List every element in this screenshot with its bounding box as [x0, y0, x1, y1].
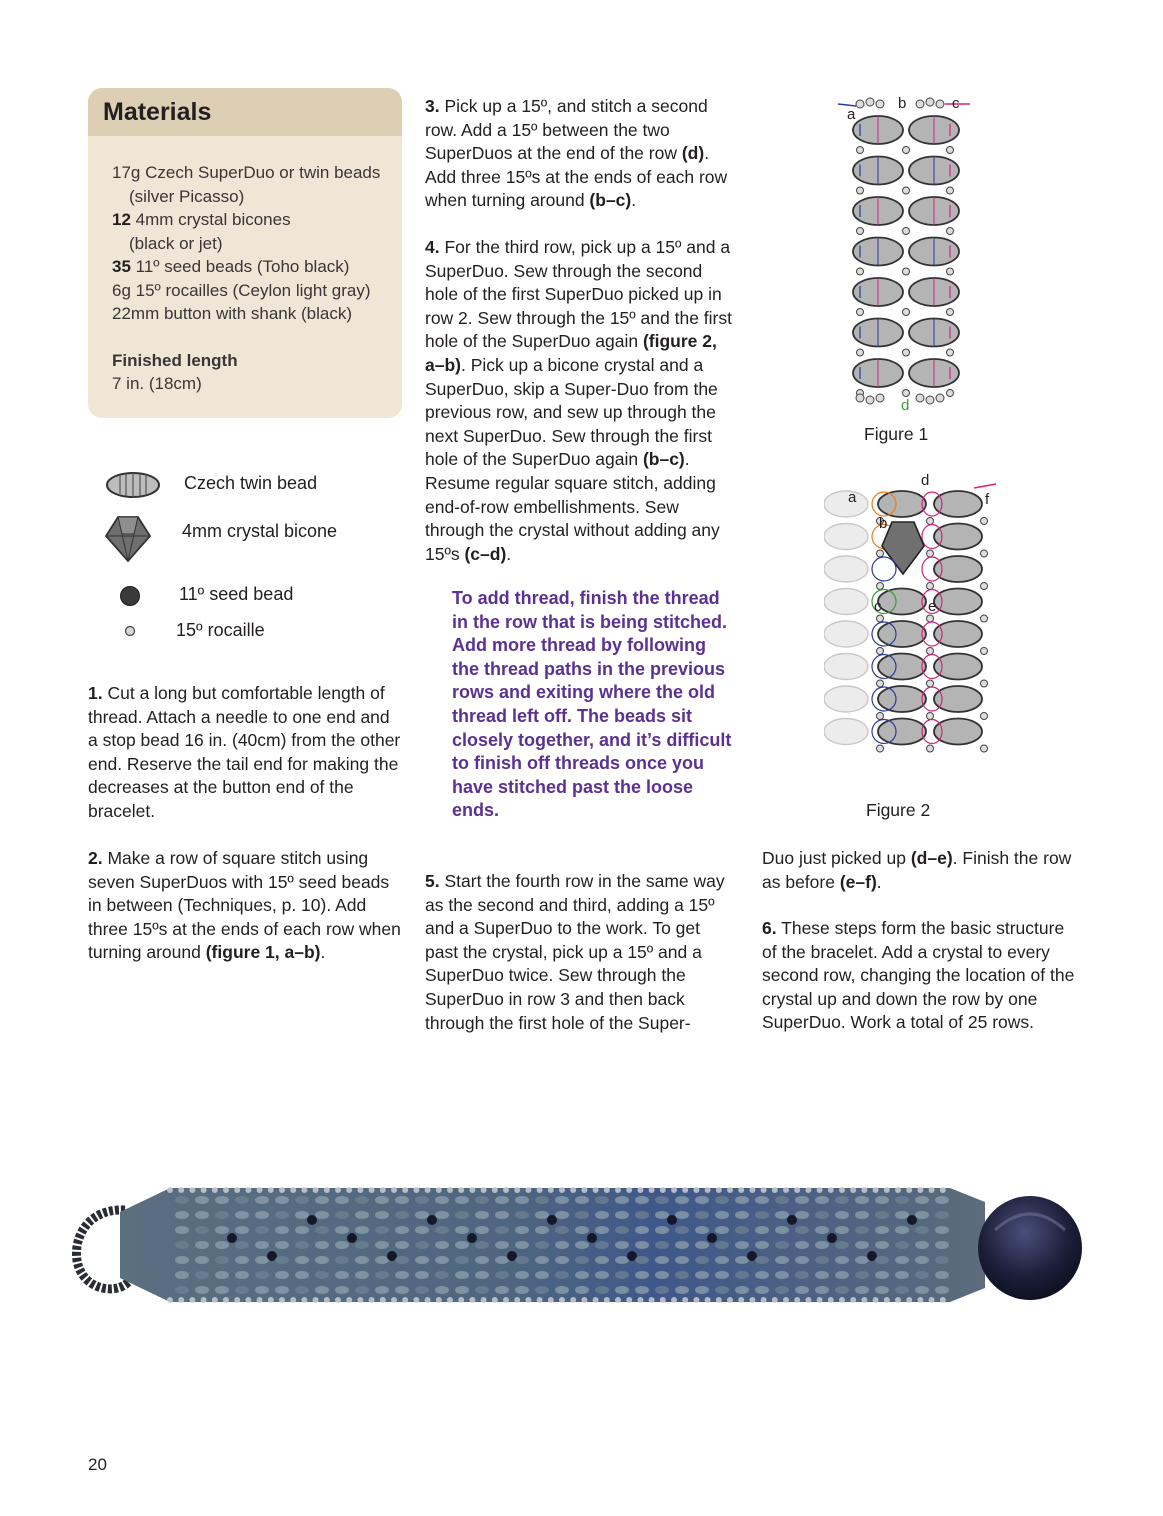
rocaille [927, 583, 934, 590]
rocaille [903, 349, 910, 356]
material-item: 17g Czech SuperDuo or twin beads [112, 163, 381, 182]
page-number: 20 [88, 1455, 107, 1474]
rocaille [947, 147, 954, 154]
rocaille [876, 100, 884, 108]
twin-bead [934, 686, 982, 712]
finished-length-value: 7 in. (18cm) [112, 374, 202, 393]
rocaille [936, 394, 944, 402]
rocaille [981, 648, 988, 655]
rocaille [927, 648, 934, 655]
step-5: 5. Start the fourth row in the same way as the second and third, adding a 15º and a SuperDuo to the work. To get past the crystal, pick up a 15º and a SuperDuo twice. Sew through the SuperDuo in row 3 and then back through the first hole of the Super- [425, 871, 725, 1033]
twin-bead [878, 719, 926, 745]
rocaille [903, 147, 910, 154]
rocaille [877, 615, 884, 622]
bracelet-crystal [467, 1233, 477, 1243]
rocaille [947, 309, 954, 316]
rocaille [877, 550, 884, 557]
faded-twin-bead [824, 589, 868, 615]
rocaille [927, 713, 934, 720]
rocaille [947, 228, 954, 235]
step-5-continued: Duo just picked up (d–e). Finish the row as before (e–f). [762, 848, 1072, 892]
rocaille [903, 228, 910, 235]
rocaille [877, 745, 884, 752]
material-item-cont: (silver Picasso) [129, 186, 245, 206]
twin-bead [934, 589, 982, 615]
rocaille [857, 147, 864, 154]
rocaille [857, 187, 864, 194]
materials-list [88, 136, 402, 396]
rocaille [903, 309, 910, 316]
twin-bead [934, 491, 982, 517]
twin-bead [878, 686, 926, 712]
figure-2-caption: Figure 2 [866, 800, 931, 820]
bracelet-crystal [227, 1233, 237, 1243]
figure-1-diagram [830, 92, 980, 414]
twin-bead [878, 621, 926, 647]
twin-bead [934, 719, 982, 745]
figure-2-diagram [824, 470, 1004, 782]
rocaille [927, 680, 934, 687]
rocaille [981, 518, 988, 525]
rocaille [981, 615, 988, 622]
fig2-label-b: b [879, 515, 888, 532]
bracelet-crystal [827, 1233, 837, 1243]
rocaille [877, 583, 884, 590]
fig1-label-b: b [898, 95, 907, 112]
faded-twin-bead [824, 654, 868, 680]
fig1-label-c: c [952, 95, 960, 112]
bracelet-crystal [667, 1215, 677, 1225]
bicone-crystal [882, 522, 924, 574]
bracelet-crystal [547, 1215, 557, 1225]
twin-bead [934, 524, 982, 550]
rocaille [936, 100, 944, 108]
fig1-label-d: d [901, 397, 910, 414]
bracelet-crystal [587, 1233, 597, 1243]
faded-twin-bead [824, 719, 868, 745]
bracelet-crystal [707, 1233, 717, 1243]
rocaille [866, 396, 874, 404]
rocaille [856, 100, 864, 108]
step-2: 2. Make a row of square stitch using seven SuperDuos with 15º seed beads in between (Techniques, p. 10). Add three 15ºs at the ends of each row when turning around (figure 1, a–b). [88, 848, 401, 963]
rocaille [947, 349, 954, 356]
rocaille [981, 680, 988, 687]
rocaille [877, 680, 884, 687]
faded-twin-bead [824, 524, 868, 550]
rocaille [927, 518, 934, 525]
rocaille [857, 228, 864, 235]
step-6: 6. These steps form the basic structure of the bracelet. Add a crystal to every second row, changing the location of the crystal up and down the row by one SuperDuo. Work a total of 25 rows. [762, 918, 1075, 1033]
twin-bead [934, 654, 982, 680]
rocaille [947, 268, 954, 275]
twin-bead [934, 556, 982, 582]
material-item: 22mm button with shank (black) [112, 304, 352, 323]
faded-twin-bead [824, 686, 868, 712]
rocaille [981, 550, 988, 557]
rocaille [903, 390, 910, 397]
legend-label-rocaille: 15º rocaille [176, 620, 265, 640]
rocaille [926, 98, 934, 106]
rocaille [927, 550, 934, 557]
twin-bead-icon [104, 470, 162, 500]
rocaille [916, 100, 924, 108]
material-item: 12 4mm crystal bicones [112, 210, 291, 229]
legend-label-twin: Czech twin bead [184, 473, 318, 493]
faded-twin-bead [824, 556, 868, 582]
rocaille [856, 394, 864, 402]
bracelet-crystal [787, 1215, 797, 1225]
material-item-cont: (black or jet) [129, 233, 223, 253]
twin-bead [934, 621, 982, 647]
twin-bead [878, 654, 926, 680]
rocaille [926, 396, 934, 404]
bead-legend [104, 468, 404, 648]
materials-box [88, 88, 402, 418]
rocaille [947, 187, 954, 194]
twin-bead [878, 589, 926, 615]
bracelet-photo [70, 1170, 1090, 1320]
rocaille [903, 187, 910, 194]
bicone-icon [104, 514, 152, 564]
rocaille [947, 390, 954, 397]
legend-label-seed: 11º seed bead [179, 584, 294, 604]
faded-twin-bead [824, 621, 868, 647]
rocaille-icon [124, 625, 136, 637]
rocaille [903, 268, 910, 275]
twin-bead [878, 491, 926, 517]
bracelet-crystal [307, 1215, 317, 1225]
step-4: 4. For the third row, pick up a 15º and a SuperDuo. Sew through the second hole of the first SuperDuo picked up in row 2. Sew through the 15º and the first hole of the SuperDuo again (figure 2, a–b). Pick up a bicone crystal and a SuperDuo, skip a Super-Duo from the previous row, and sew up through the next SuperDuo. Sew through the first hole of the SuperDuo again (b–c). Resume regular square stitch, adding end-of-row embellishments. Sew through the crystal without adding any 15ºs (c–d). [425, 237, 732, 564]
rocaille [981, 745, 988, 752]
step-1: 1. Cut a long but comfortable length of thread. Attach a needle to one end and a stop bead 16 in. (40cm) from the other end. Reserve the tail end for making the decreases at the button end of the bracelet. [88, 683, 401, 821]
legend-label-bicone: 4mm crystal bicone [182, 521, 338, 541]
fig2-label-c: c [874, 598, 882, 615]
fig1-label-a: a [847, 106, 856, 123]
rocaille [981, 713, 988, 720]
rocaille [857, 268, 864, 275]
finished-length-label: Finished length [112, 350, 238, 370]
figure-1-caption: Figure 1 [864, 424, 929, 444]
rocaille [866, 98, 874, 106]
faded-twin-bead [824, 491, 868, 517]
rocaille [916, 394, 924, 402]
bracelet-crystal [427, 1215, 437, 1225]
fig2-label-d: d [921, 472, 930, 489]
bracelet-crystal [907, 1215, 917, 1225]
step-3: 3. Pick up a 15º, and stitch a second row. Add a 15º between the two SuperDuos at the end of the row (d). Add three 15ºs at the ends of each row when turning around (b–c). [425, 96, 728, 211]
rocaille [876, 394, 884, 402]
tip-callout: To add thread, finish the thread in the row that is being stitched. Add more thread by following the thread paths in the previous rows and exiting where the old thread left off. The beads sit closely together, and it’s difficult to finish off threads once you have stitched past the loose ends. [452, 588, 732, 821]
fig2-label-e: e [928, 598, 937, 615]
rocaille [981, 583, 988, 590]
seed-bead-icon [119, 585, 141, 607]
rocaille [877, 713, 884, 720]
fig2-label-f: f [985, 491, 990, 508]
rocaille [857, 309, 864, 316]
rocaille [927, 615, 934, 622]
rocaille [877, 648, 884, 655]
materials-title: Materials [88, 88, 402, 136]
material-item: 6g 15º rocailles (Ceylon light gray) [112, 280, 371, 300]
rocaille [857, 349, 864, 356]
rocaille [927, 745, 934, 752]
material-item: 35 11º seed beads (Toho black) [112, 257, 350, 276]
bracelet-button [978, 1196, 1082, 1300]
fig2-label-a: a [848, 489, 857, 506]
bracelet-crystal [347, 1233, 357, 1243]
